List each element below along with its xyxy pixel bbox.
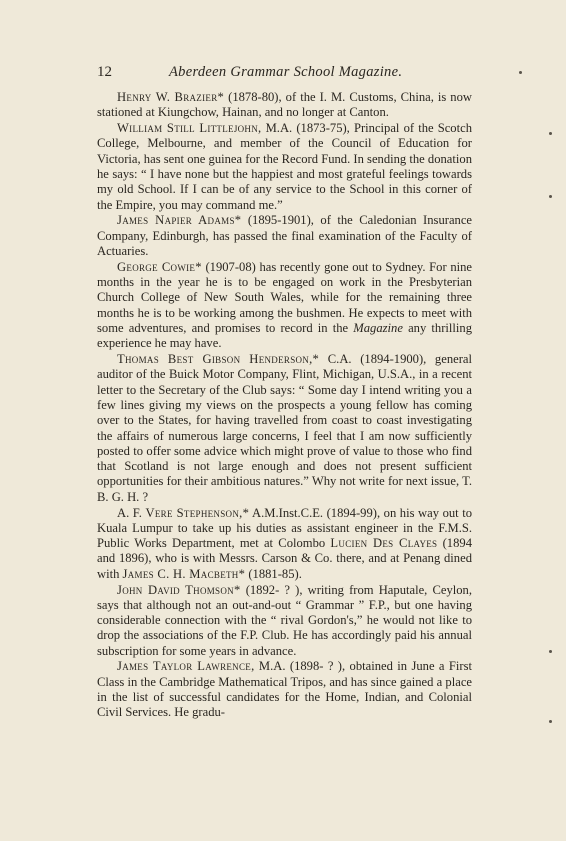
person-name: James Napier Adams* — [117, 213, 242, 228]
paragraph-body: M.A. (1898- ? ), obtained in June a First Class in the Cambridge Mathematical Tripos, and has since gained a place in the list of successful candidates for the Home, Indian, and Colonial Civil Services. He gradu- — [97, 659, 472, 720]
paragraph-body: C.A. (1894-1900), general auditor of the Buick Motor Company, Flint, Michigan, U.S.A., in a recent letter to the Secretary of the Club says: “ Some day I intend writing you a few lines giving my views on the prospects a young fellow has coming over to the States, for having travelled from coast to coast investigating the affairs of numerous large concerns, I feel that I am now sufficiently posted to offer some advice which might prove of value to those who find that Scotland is not large enough and does not present sufficient opportunities for their ambitious natures.” Why not write for next issue, T. B. G. H. ? — [97, 352, 472, 504]
running-title: Aberdeen Grammar School Magazine. — [169, 64, 403, 80]
person-name-3: James C. H. Macbeth* — [122, 566, 246, 581]
paragraph-body: (1892- ? ), writing from Haputale, Ceylon, says that although not an out-and-out “ Grammar ” F.P., but one having considerable connection with the “ rival Gordon's,” he would not like to drop the associations of the F.P. Club. He has accordingly paid his annual subscription for some years in advance. — [97, 582, 472, 658]
person-initials: A. F. — [117, 505, 146, 520]
paragraph-body: (1878-80), of the I. M. Customs, China, is now stationed at Kiungchow, Hainan, and no longer at Canton. — [97, 90, 472, 120]
paper-speck — [549, 720, 552, 723]
paper-speck — [549, 132, 552, 135]
person-name: Vere Stephenson,* — [145, 505, 250, 520]
person-name: Thomas Best Gibson Henderson,* — [117, 352, 320, 367]
page-number: 12 — [97, 64, 112, 80]
paragraph-littlejohn — [97, 121, 472, 213]
paper-speck — [549, 650, 552, 653]
paragraph-body-end: (1881-85). — [245, 566, 302, 581]
paragraph-body: (1907-08) has recently gone out to Sydney. For nine months in the year he is to be engaged on work in the Presbyterian Church College of New South Wales, while for the remaining three months he is to be working among the bushmen. He expects to meet with some adventures, and promises to record in the — [97, 259, 472, 335]
paragraph-henderson — [97, 352, 472, 505]
person-name: Henry W. Brazier* — [117, 90, 225, 104]
person-name: William Still Littlejohn, — [117, 121, 262, 136]
paragraph-body-end: any thrilling experience he may have. — [97, 320, 472, 351]
person-name: James Taylor Lawrence, — [117, 659, 255, 674]
paper-speck — [549, 195, 552, 198]
magazine-italic: Magazine — [353, 320, 403, 335]
paper-speck — [519, 71, 522, 74]
paragraph-body: (1895-1901), of the Caledonian Insurance Company, Edinburgh, has passed the final examination of the Faculty of Actuaries. — [97, 213, 473, 258]
person-name-2: Lucien Des Clayes — [330, 536, 438, 551]
paragraph-lawrence — [97, 659, 472, 720]
body-text — [97, 90, 472, 721]
page-header — [97, 64, 472, 84]
paragraph-body: M.A. (1873-75), Principal of the Scotch College, Melbourne, and member of the Council of Education for Victoria, has sent one guinea for the Record Fund. In sending the donation he says: “ I have none but the happiest and most grateful feelings towards my old School. If I can be of any service to the School in this corner of the Empire, you may command me.” — [97, 121, 472, 212]
person-name: George Cowie* — [117, 259, 202, 274]
paragraph-body: A.M.Inst.C.E. (1894-99), on his way out to Kuala Lumpur to take up his duties as assistant engineer in the F.M.S. Public Works Department, met at Colombo — [97, 505, 472, 551]
paragraph-stephenson — [97, 506, 472, 582]
paragraph-thomson — [97, 583, 472, 659]
paragraph-body-mid: (1894 and 1896), who is with Messrs. Carson & Co. there, and at Penang dined with — [97, 536, 472, 581]
paragraph-cowie — [97, 260, 472, 352]
paragraph-adams — [97, 213, 472, 259]
person-name: John David Thomson* — [117, 582, 241, 597]
paragraph-brazier — [97, 90, 472, 121]
